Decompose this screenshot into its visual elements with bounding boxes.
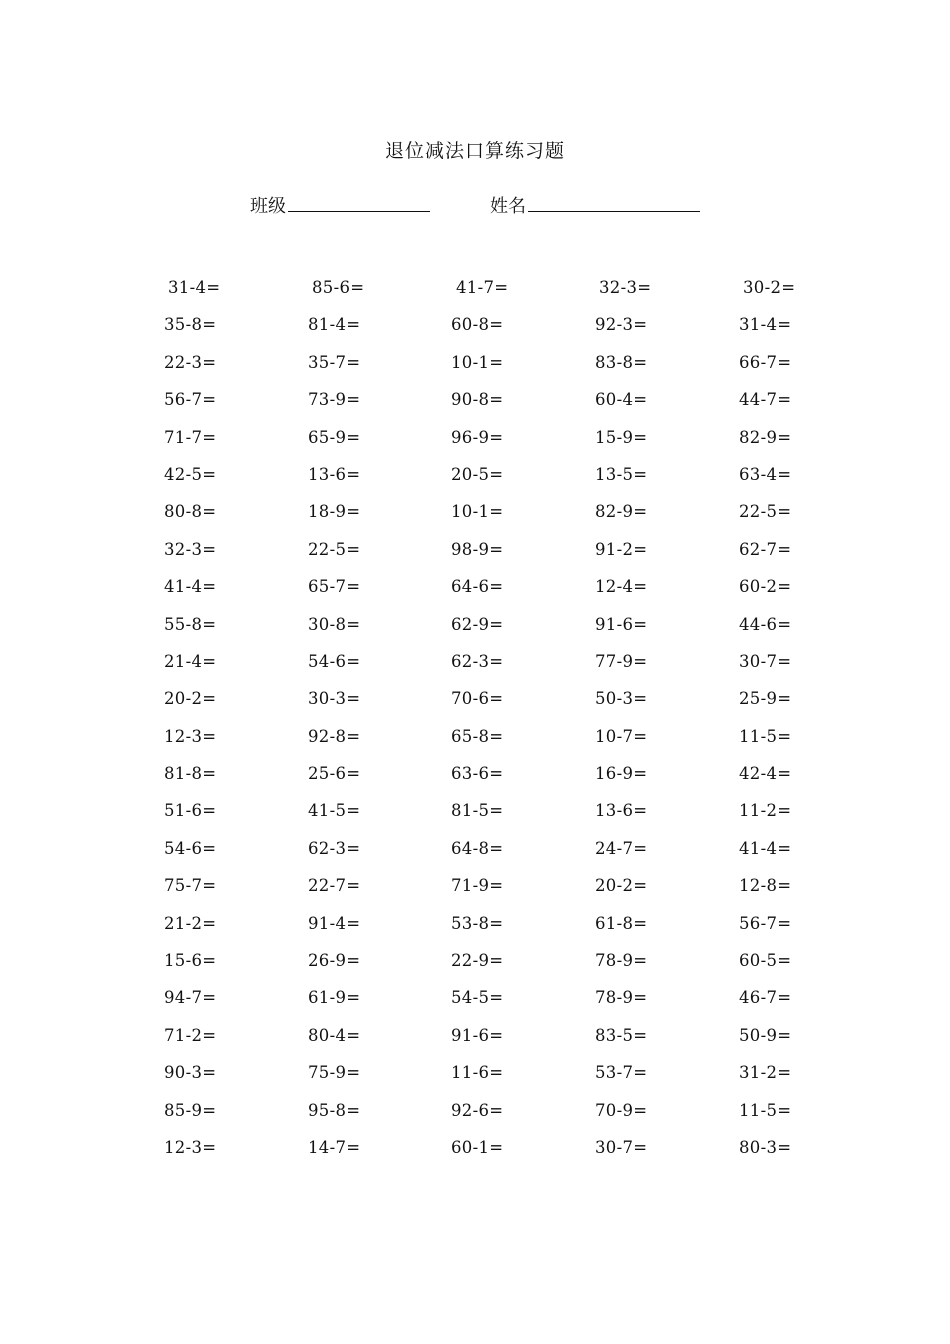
problem-row	[0, 278, 950, 315]
problem-cell: 31-4=	[739, 315, 792, 335]
problem-cell: 46-7=	[739, 988, 792, 1008]
problem-row	[0, 540, 950, 577]
problem-cell: 21-4=	[164, 651, 217, 671]
problem-cell: 94-7=	[164, 988, 217, 1008]
problem-cell: 96-9=	[451, 427, 504, 447]
problem-cell: 60-4=	[595, 390, 648, 410]
problem-cell: 77-9=	[595, 651, 648, 671]
problem-row	[0, 1138, 950, 1175]
problem-cell: 66-7=	[739, 352, 792, 372]
problem-cell: 22-7=	[308, 876, 361, 896]
problem-cell: 54-6=	[308, 651, 361, 671]
problem-cell: 63-4=	[739, 464, 792, 484]
problem-cell: 53-8=	[451, 913, 504, 933]
problem-row	[0, 577, 950, 614]
problem-row	[0, 1101, 950, 1138]
problem-cell: 60-1=	[451, 1137, 504, 1157]
problem-cell: 54-5=	[451, 988, 504, 1008]
problem-cell: 30-8=	[308, 614, 361, 634]
problem-cell: 81-5=	[451, 801, 504, 821]
problem-row	[0, 1026, 950, 1063]
problem-row	[0, 988, 950, 1025]
problem-cell: 24-7=	[595, 838, 648, 858]
problem-cell: 92-3=	[595, 315, 648, 335]
problem-cell: 50-9=	[739, 1025, 792, 1045]
problem-cell: 42-4=	[739, 764, 792, 784]
problem-cell: 51-6=	[164, 801, 217, 821]
problem-cell: 31-4=	[168, 278, 221, 297]
problem-row	[0, 801, 950, 838]
problem-cell: 91-6=	[595, 614, 648, 634]
problem-row	[0, 652, 950, 689]
problem-cell: 20-2=	[595, 876, 648, 896]
problem-cell: 63-6=	[451, 764, 504, 784]
class-blank-line[interactable]	[288, 193, 430, 212]
problem-cell: 50-3=	[595, 689, 648, 709]
problem-cell: 82-9=	[739, 427, 792, 447]
problem-cell: 80-4=	[308, 1025, 361, 1045]
name-blank-line[interactable]	[528, 193, 700, 212]
problem-cell: 83-5=	[595, 1025, 648, 1045]
problem-cell: 60-5=	[739, 951, 792, 971]
problem-cell: 78-9=	[595, 951, 648, 971]
problem-row	[0, 914, 950, 951]
problem-cell: 61-8=	[595, 913, 648, 933]
problem-cell: 30-2=	[743, 278, 796, 297]
problem-cell: 12-8=	[739, 876, 792, 896]
problem-cell: 78-9=	[595, 988, 648, 1008]
problem-cell: 31-2=	[739, 1063, 792, 1083]
problem-cell: 80-3=	[739, 1137, 792, 1157]
problem-cell: 11-6=	[451, 1063, 504, 1083]
problem-cell: 75-9=	[308, 1063, 361, 1083]
problem-cell: 25-9=	[739, 689, 792, 709]
problem-cell: 64-6=	[451, 577, 504, 597]
problem-row	[0, 390, 950, 427]
problem-cell: 91-6=	[451, 1025, 504, 1045]
problem-cell: 85-9=	[164, 1100, 217, 1120]
name-label: 姓名	[490, 196, 526, 217]
problem-cell: 25-6=	[308, 764, 361, 784]
problem-cell: 32-3=	[164, 539, 217, 559]
problem-cell: 10-1=	[451, 502, 504, 522]
problem-cell: 13-5=	[595, 464, 648, 484]
problem-row	[0, 428, 950, 465]
problem-cell: 30-7=	[595, 1137, 648, 1157]
problem-row	[0, 839, 950, 876]
problem-cell: 41-7=	[456, 278, 509, 297]
problem-cell: 65-8=	[451, 726, 504, 746]
problem-cell: 90-3=	[164, 1063, 217, 1083]
problem-cell: 42-5=	[164, 464, 217, 484]
name-field	[490, 192, 700, 218]
problem-cell: 75-7=	[164, 876, 217, 896]
problem-row	[0, 502, 950, 539]
problem-cell: 12-4=	[595, 577, 648, 597]
problem-cell: 70-9=	[595, 1100, 648, 1120]
problem-cell: 91-2=	[595, 539, 648, 559]
problem-row	[0, 615, 950, 652]
problem-cell: 98-9=	[451, 539, 504, 559]
problem-cell: 81-8=	[164, 764, 217, 784]
problem-cell: 73-9=	[308, 390, 361, 410]
class-field	[250, 192, 430, 218]
problem-cell: 65-7=	[308, 577, 361, 597]
problem-cell: 20-5=	[451, 464, 504, 484]
problem-row	[0, 951, 950, 988]
problem-cell: 71-2=	[164, 1025, 217, 1045]
problem-cell: 11-5=	[739, 726, 792, 746]
problem-cell: 12-3=	[164, 726, 217, 746]
problem-cell: 35-7=	[308, 352, 361, 372]
problem-cell: 62-3=	[451, 651, 504, 671]
problem-cell: 44-7=	[739, 390, 792, 410]
problem-cell: 44-6=	[739, 614, 792, 634]
problem-row	[0, 465, 950, 502]
problem-cell: 64-8=	[451, 838, 504, 858]
problem-cell: 85-6=	[312, 278, 365, 297]
problem-cell: 13-6=	[595, 801, 648, 821]
problem-cell: 80-8=	[164, 502, 217, 522]
problem-cell: 82-9=	[595, 502, 648, 522]
problem-cell: 10-7=	[595, 726, 648, 746]
problem-cell: 65-9=	[308, 427, 361, 447]
problem-cell: 41-4=	[164, 577, 217, 597]
problem-cell: 83-8=	[595, 352, 648, 372]
problem-cell: 90-8=	[451, 390, 504, 410]
problem-cell: 15-9=	[595, 427, 648, 447]
problem-cell: 91-4=	[308, 913, 361, 933]
problem-cell: 62-3=	[308, 838, 361, 858]
problem-cell: 70-6=	[451, 689, 504, 709]
problem-cell: 22-9=	[451, 951, 504, 971]
problem-cell: 53-7=	[595, 1063, 648, 1083]
problem-cell: 12-3=	[164, 1137, 217, 1157]
problem-grid	[0, 278, 950, 1175]
problem-row	[0, 727, 950, 764]
problem-row	[0, 764, 950, 801]
problem-cell: 71-9=	[451, 876, 504, 896]
problem-cell: 10-1=	[451, 352, 504, 372]
problem-cell: 41-4=	[739, 838, 792, 858]
problem-cell: 20-2=	[164, 689, 217, 709]
problem-cell: 61-9=	[308, 988, 361, 1008]
problem-cell: 21-2=	[164, 913, 217, 933]
problem-cell: 92-8=	[308, 726, 361, 746]
problem-cell: 56-7=	[739, 913, 792, 933]
problem-cell: 60-2=	[739, 577, 792, 597]
problem-cell: 32-3=	[599, 278, 652, 297]
problem-cell: 13-6=	[308, 464, 361, 484]
problem-cell: 11-5=	[739, 1100, 792, 1120]
problem-row	[0, 689, 950, 726]
problem-cell: 16-9=	[595, 764, 648, 784]
problem-cell: 14-7=	[308, 1137, 361, 1157]
problem-cell: 22-5=	[739, 502, 792, 522]
problem-cell: 71-7=	[164, 427, 217, 447]
problem-row	[0, 876, 950, 913]
problem-cell: 81-4=	[308, 315, 361, 335]
problem-cell: 22-5=	[308, 539, 361, 559]
problem-cell: 22-3=	[164, 352, 217, 372]
problem-cell: 92-6=	[451, 1100, 504, 1120]
problem-cell: 30-7=	[739, 651, 792, 671]
problem-cell: 62-7=	[739, 539, 792, 559]
problem-cell: 26-9=	[308, 951, 361, 971]
problem-cell: 62-9=	[451, 614, 504, 634]
problem-row	[0, 1063, 950, 1100]
problem-cell: 15-6=	[164, 951, 217, 971]
class-label: 班级	[250, 196, 286, 217]
problem-cell: 56-7=	[164, 390, 217, 410]
problem-cell: 30-3=	[308, 689, 361, 709]
problem-cell: 41-5=	[308, 801, 361, 821]
problem-cell: 55-8=	[164, 614, 217, 634]
problem-row	[0, 315, 950, 352]
problem-cell: 35-8=	[164, 315, 217, 335]
problem-row	[0, 353, 950, 390]
problem-cell: 54-6=	[164, 838, 217, 858]
problem-cell: 60-8=	[451, 315, 504, 335]
worksheet-title: 退位减法口算练习题	[384, 140, 565, 162]
problem-cell: 18-9=	[308, 502, 361, 522]
problem-cell: 11-2=	[739, 801, 792, 821]
problem-cell: 95-8=	[308, 1100, 361, 1120]
